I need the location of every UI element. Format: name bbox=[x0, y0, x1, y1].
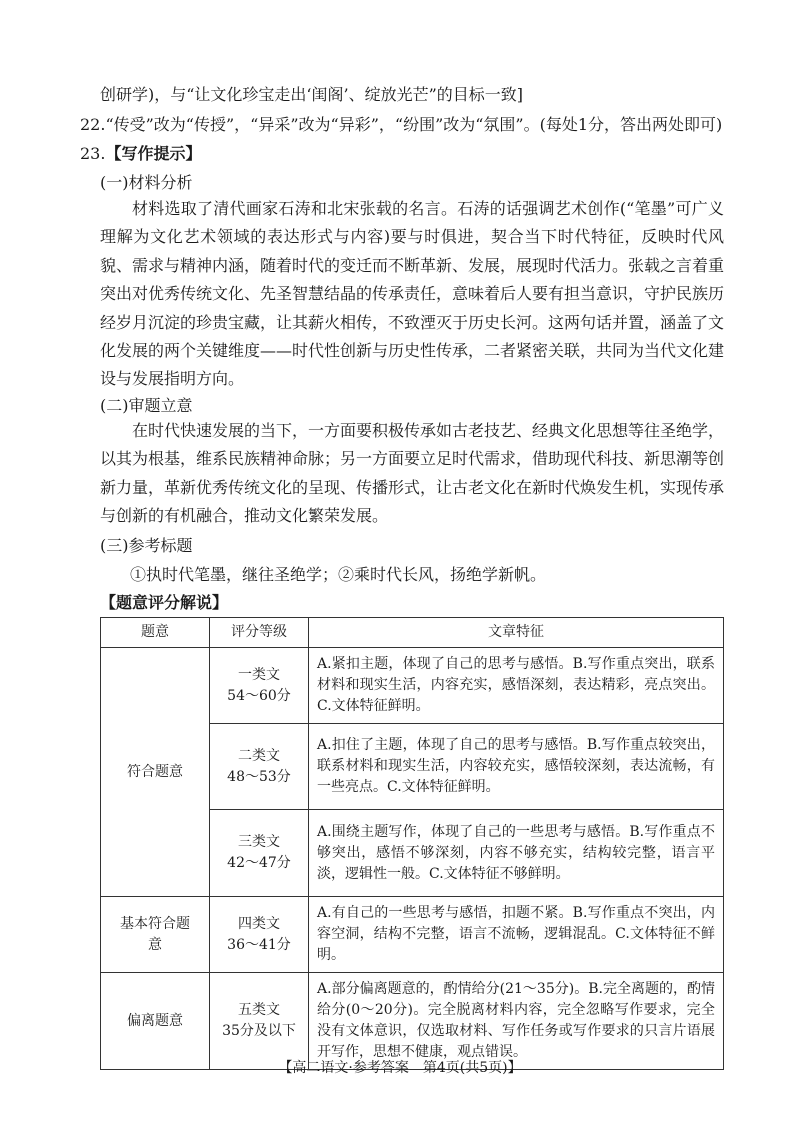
feature-cell: A.紧扣主题，体现了自己的思考与感悟。B.写作重点突出，联系材料和现实生活，内容充实，感悟深刻，表达精彩，亮点突出。C.文体特征鲜明。 bbox=[309, 648, 724, 724]
section-title-material-analysis: (一)材料分析 bbox=[100, 173, 193, 192]
group-label-cell: 偏离题意 bbox=[101, 973, 210, 1070]
section-title-theme-review: (二)审题立意 bbox=[100, 396, 193, 415]
level-name: 一类文 bbox=[238, 666, 280, 683]
writing-tips-heading: 【写作提示】 bbox=[105, 144, 202, 163]
page-footer: 【高二语文·参考答案 第4页(共5页)】 bbox=[278, 1060, 522, 1076]
continuation-line: 创研学)，与“让文化珍宝走出‘闺阁’、绽放光芒”的目标一致] bbox=[100, 85, 524, 104]
level-score: 48～53分 bbox=[227, 768, 291, 785]
level-score: 35分及以下 bbox=[222, 1023, 296, 1039]
feature-cell: A.有自己的一些思考与感悟，扣题不紧。B.写作重点不突出，内容空洞，结构不完整，语言不流畅，逻辑混乱。C.文体特征不鲜明。 bbox=[309, 897, 724, 973]
level-score: 36～41分 bbox=[227, 936, 291, 953]
table-row bbox=[101, 897, 724, 973]
group-label-cell: 符合题意 bbox=[101, 648, 210, 897]
table-row bbox=[101, 973, 724, 1070]
feature-cell: A.部分偏离题意的，酌情给分(21～35分)。B.完全离题的，酌情给分(0～20分)。完全脱离材料内容，完全忽略写作要求，完全没有文体意识，仅选取材料、写作任务或写作要求的只言片语展开写作，思想不健康，观点错误。 bbox=[309, 973, 724, 1070]
scoring-rubric-table bbox=[100, 617, 724, 1070]
level-score: 54～60分 bbox=[227, 687, 291, 704]
section-title-reference-titles: (三)参考标题 bbox=[100, 536, 193, 555]
level-cell bbox=[210, 897, 309, 973]
table-header: 题意 bbox=[101, 618, 210, 648]
table-header: 评分等级 bbox=[210, 618, 309, 648]
level-name: 二类文 bbox=[238, 747, 280, 764]
question-22-answer: 22.“传受”改为“传授”，“异采”改为“异彩”，“纷围”改为“氛围”。(每处1分，答出两处即可) bbox=[80, 115, 723, 134]
level-cell bbox=[210, 648, 309, 724]
level-cell bbox=[210, 973, 309, 1070]
table-header-row bbox=[101, 618, 724, 648]
level-name: 四类文 bbox=[238, 915, 280, 932]
level-cell bbox=[210, 724, 309, 810]
feature-cell: A.扣住了主题，体现了自己的思考与感悟。B.写作重点较突出，联系材料和现实生活，内容较充实，感悟较深刻，表达流畅，有一些亮点。C.文体特征鲜明。 bbox=[309, 724, 724, 810]
question-23-header bbox=[80, 143, 201, 165]
group-label-cell: 基本符合题意 bbox=[101, 897, 210, 973]
table-header: 文章特征 bbox=[309, 618, 724, 648]
question-23-number: 23. bbox=[80, 144, 106, 163]
theme-review-text: 在时代快速发展的当下，一方面要积极传承如古老技艺、经典文化思想等往圣绝学，以其为根基，维系民族精神命脉；另一方面要立足时代需求，借助现代科技、新思潮等创新力量，革新优秀传统文化的呈现、传播形式，让古老文化在新时代焕发生机，实现传承与创新的有机融合，推动文化繁荣发展。 bbox=[100, 421, 725, 526]
level-name: 三类文 bbox=[238, 834, 280, 850]
feature-cell: A.围绕主题写作，体现了自己的一些思考与感悟。B.写作重点不够突出，感悟不够深刻，内容不够充实，结构较完整，语言平淡，逻辑性一般。C.文体特征不够鲜明。 bbox=[309, 810, 724, 897]
level-score: 42～47分 bbox=[227, 855, 291, 871]
level-name: 五类文 bbox=[238, 1002, 280, 1018]
level-cell bbox=[210, 810, 309, 897]
table-row bbox=[101, 648, 724, 724]
material-analysis-text: 材料选取了清代画家石涛和北宋张载的名言。石涛的话强调艺术创作(“笔墨”可广义理解为文化艺术领域的表达形式与内容)要与时俱进，契合当下时代特征，反映时代风貌、需求与精神内涵，随着时代的变迁而不断革新、发展，展现时代活力。张载之言着重突出对优秀传统文化、先圣智慧结晶的传承责任，意味着后人要有担当意识，守护民族历经岁月沉淀的珍贵宝藏，让其薪火相传，不致湮灭于历史长河。这两句话并置，涵盖了文化发展的两个关键维度——时代性创新与历史性传承，二者紧密关联，共同为当代文化建设与发展指明方向。 bbox=[100, 199, 725, 389]
reference-titles-text: ①执时代笔墨，继往圣绝学；②乘时代长风，扬绝学新帆。 bbox=[130, 565, 547, 584]
rubric-title: 【题意评分解说】 bbox=[100, 593, 229, 612]
